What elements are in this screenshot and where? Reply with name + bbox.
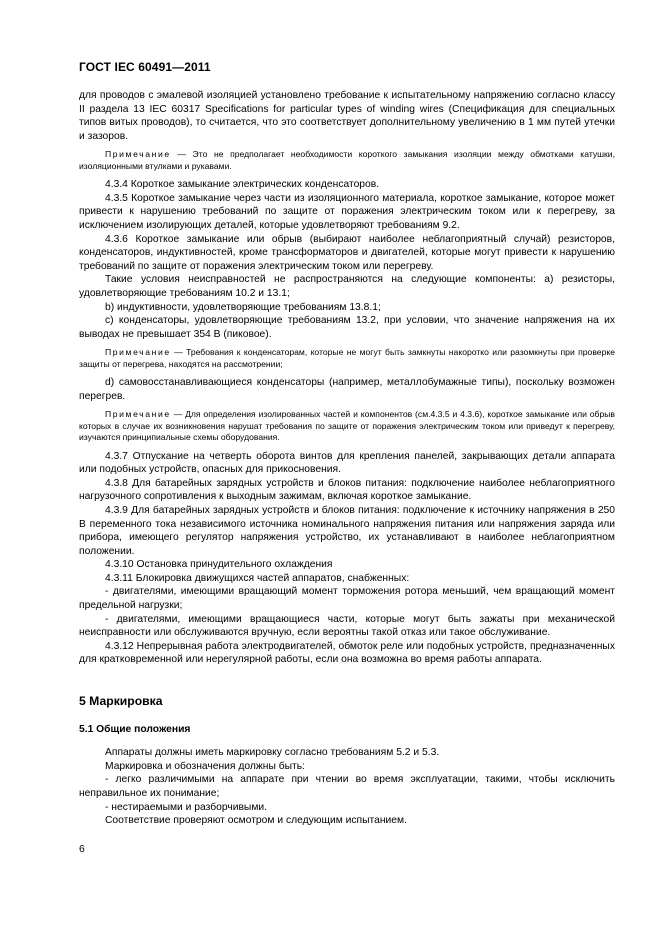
exceptions-paragraph: Такие условия неисправностей не распространяются на следующие компоненты: а) резисторы, удовлетворяющие требованиям 10.2 и 13.1; [79,274,615,299]
subsection-5-1-title: 5.1 Общие положения [79,723,191,735]
note-3 [79,409,615,443]
clause-4-3-7: 4.3.7 Отпускание на четверть оборота винтов для крепления панелей, закрывающих детали аппарата или подобных устройств, опасных для прикосновения. [79,450,615,476]
clause-4-3-11-item-a: - двигателями, имеющими вращающий момент торможения ротора меньший, чем вращающий момент предельной нагрузки; [79,586,615,612]
section-5-1-item-2: - нестираемыми и разборчивыми. [105,801,268,813]
note-label: Примечание [105,347,171,358]
paragraph-continuation: для проводов с эмалевой изоляцией установлено требование к испытательному напряжению согласно классу II раздела 13 IEC 60317 Specifications for particular types of winding wires (Спецификация для специальных типов витых проводов), то считается, что это соответствует дополнительному увеличению в 1 мм путей утечки и зазоров. [79,90,615,142]
note-1 [79,149,615,172]
clause-4-3-8: 4.3.8 Для батарейных зарядных устройств и блоков питания: подключение наиболее неблагоприятного нагрузочного сопротивления к выходным зажимам, включая короткое замыкание. [79,477,615,503]
exception-c: с) конденсаторы, удовлетворяющие требованиям 13.2, при условии, что значение напряжения на их выводах не превышает 354 В (пиковое). [79,315,615,340]
section-5-1-para-3: Соответствие проверяют осмотром и следующим испытанием. [105,815,407,827]
section-5-1-item-1: - легко различимыми на аппарате при чтении во время эксплуатации, такими, чтобы исключить неправильное их понимание; [79,774,615,799]
clause-4-3-10: 4.3.10 Остановка принудительного охлаждения [105,559,333,571]
standard-header: ГОСТ IEC 60491—2011 [79,60,211,74]
note-text: — Это не предполагает необходимости короткого замыкания изоляции между обмотками катушки, изоляционными втулками и рукавами. [79,149,615,171]
clause-4-3-11: 4.3.11 Блокировка движущихся частей аппаратов, снабженных: [105,572,410,584]
clause-4-3-11-item-b: - двигателями, имеющими вращающиеся части, которые могут быть зажаты при механической неисправности или обслуживаются вручную, если вероятны такой отказ или такое обслуживание. [79,613,615,639]
section-5-1-para-2: Маркировка и обозначения должны быть: [105,760,305,772]
exception-d: d) самовосстанавливающиеся конденсаторы (например, металлобумажные типы), поскольку возможен перегрев. [79,377,615,402]
section-5-1-para-1: Аппараты должны иметь маркировку согласно требованиям 5.2 и 5.3. [105,747,440,759]
clause-4-3-4: 4.3.4 Короткое замыкание электрических конденсаторов. [105,179,380,191]
exception-b: b) индуктивности, удовлетворяющие требованиям 13.8.1; [105,301,381,313]
note-2 [79,347,615,370]
page-number: 6 [79,844,85,855]
clause-4-3-6: 4.3.6 Короткое замыкание или обрыв (выбирают наиболее неблагоприятный случай) резисторов, конденсаторов, индуктивностей, кроме трансформаторов и двигателей, которые могут привести к нарушению требований по защите от поражения электрическим током или перегреву. [79,233,615,272]
document-body [79,89,615,828]
clause-4-3-5: 4.3.5 Короткое замыкание через части из изоляционного материала, короткое замыкание, которое может привести к нарушению требований по защите от поражения электрическим током или к перегреву, за исключением изолирующих деталей, которые удовлетворяют требованиям 9.2. [79,192,615,231]
clause-4-3-9: 4.3.9 Для батарейных зарядных устройств и блоков питания: подключение к источнику напряжения в 250 В переменного тока независимого источника номинального напряжения питания или напряжения заряда или прибора, имеющего регулятор напряжения устройство, их устанавливают в наиболее неблагоприятном положении. [79,504,615,557]
note-text: — Для определения изолированных частей и компонентов (см.4.3.5 и 4.3.6), короткое замыкание или обрыв которых в случае их возникновения нарушат требования по защите от поражения электрическим током или приведут к перегреву, изучаются принципиальные схемы оборудования. [79,409,615,443]
clause-4-3-12: 4.3.12 Непрерывная работа электродвигателей, обмоток реле или подобных устройств, предназначенных для кратковременной или нерегулярной работы, если она возможна во время работы аппарата. [79,640,615,666]
note-label: Примечание [105,409,171,420]
section-5-title: 5 Маркировка [79,694,163,709]
note-text: — Требования к конденсаторам, которые не могут быть замкнуты накоротко или разомкнуты при проверке защиты от перегрева, находятся на рассмотрении; [79,347,615,369]
note-label: Примечание [105,149,171,160]
